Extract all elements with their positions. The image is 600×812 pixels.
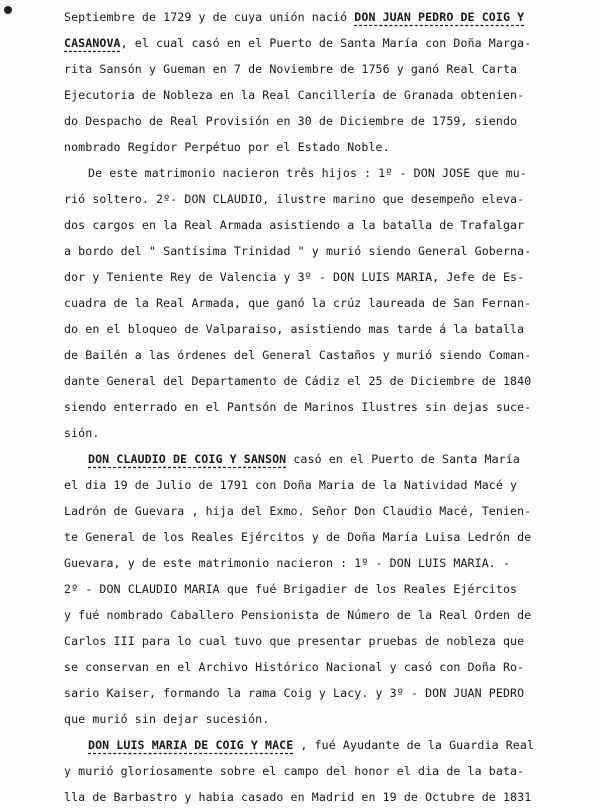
line-text: rita Sansón y Gueman en 7 de Noviembre de 1756 y ganó Real Carta bbox=[64, 62, 518, 76]
line-text: el dia 19 de Julio de 1791 con Doña Maria de la Natividad Macé y bbox=[64, 478, 518, 492]
line-text: cuadra de la Real Armada, que ganó la crúz laureada de San Fernan- bbox=[64, 296, 532, 310]
text-line bbox=[64, 136, 588, 158]
line-text: Septiembre de 1729 y de cuya unión nació bbox=[64, 10, 355, 24]
text-line bbox=[64, 682, 588, 704]
line-text: sario Kaiser, formando la rama Coig y Lacy. y 3º - DON JUAN PEDRO bbox=[64, 686, 525, 700]
line-text: 2º - DON CLAUDIO MARIA que fué Brigadier de los Reales Ejércitos bbox=[64, 582, 518, 596]
text-line bbox=[64, 110, 588, 132]
line-text: nombrado Regidor Perpétuo por el Estado Noble. bbox=[64, 140, 390, 154]
line-text: Ejecutoria de Nobleza en la Real Cancillería de Granada obtenien- bbox=[64, 88, 525, 102]
line-text: do en el bloqueo de Valparaiso, asistiendo mas tarde á la batalla bbox=[64, 322, 525, 336]
text-line bbox=[64, 292, 588, 314]
text-line bbox=[64, 630, 588, 652]
line-text: lla de Barbastro y habia casado en Madrid en 19 de Octubre de 1831 bbox=[64, 790, 532, 804]
line-text: casó en el Puerto de Santa María bbox=[286, 452, 520, 466]
text-line bbox=[64, 162, 588, 184]
typewritten-text bbox=[64, 6, 588, 812]
text-line bbox=[64, 214, 588, 236]
text-line bbox=[64, 58, 588, 80]
line-text: y murió gloriosamente sobre el campo del honor el dia de la bata- bbox=[64, 764, 525, 778]
margin-mark bbox=[4, 6, 12, 14]
text-line bbox=[64, 84, 588, 106]
line-text: dante General del Departamento de Cádiz el 25 de Diciembre de 1840 bbox=[64, 374, 532, 388]
text-line bbox=[64, 474, 588, 496]
text-line bbox=[64, 266, 588, 288]
text-line bbox=[64, 32, 588, 54]
text-line bbox=[64, 370, 588, 392]
line-text: De este matrimonio nacieron três hijos : 1º - DON JOSE que mu- bbox=[88, 166, 527, 180]
line-text: dos cargos en la Real Armada asistiendo a la batalla de Trafalgar bbox=[64, 218, 525, 232]
person-name: DON JUAN PEDRO DE COIG Y bbox=[354, 10, 525, 24]
line-text: sión. bbox=[64, 426, 100, 440]
line-text: Ladrón de Guevara , hija del Exmo. Señor Don Claudio Macé, Tenien- bbox=[64, 504, 532, 518]
text-line bbox=[64, 656, 588, 678]
line-text: rió soltero. 2º- DON CLAUDIO, ilustre marino que desempeño eleva- bbox=[64, 192, 525, 206]
text-line bbox=[64, 422, 588, 444]
text-line bbox=[64, 786, 588, 808]
line-text: se conservan en el Archivo Histórico Nacional y casó con Doña Ro- bbox=[64, 660, 525, 674]
text-line bbox=[64, 578, 588, 600]
line-text: , fué Ayudante de la Guardia Real bbox=[293, 738, 535, 752]
text-line bbox=[64, 708, 588, 730]
line-text: de Bailén a las órdenes del General Castaños y murió siendo Coman- bbox=[64, 348, 532, 362]
text-line bbox=[64, 188, 588, 210]
line-text: dor y Teniente Rey de Valencia y 3º - DON LUIS MARIA, Jefe de Es- bbox=[64, 270, 525, 284]
text-line bbox=[64, 552, 588, 574]
line-text: y fué nombrado Caballero Pensionista de Número de la Real Orden de bbox=[64, 608, 532, 622]
line-text: Carlos III para lo cual tuvo que presentar pruebas de nobleza que bbox=[64, 634, 525, 648]
person-name: DON CLAUDIO DE COIG Y SANSON bbox=[88, 452, 287, 466]
text-line bbox=[64, 734, 588, 756]
person-name: DON LUIS MARIA DE COIG Y MACE bbox=[88, 738, 294, 752]
text-line bbox=[64, 318, 588, 340]
line-text: a bordo del " Santísima Trinidad " y murió siendo General Goberna- bbox=[64, 244, 532, 258]
line-text: que murió sin dejar sucesión. bbox=[64, 712, 270, 726]
line-text: te General de los Reales Ejércitos y de Doña María Luisa Ledrón de bbox=[64, 530, 532, 544]
text-line bbox=[64, 500, 588, 522]
line-text: , el cual casó en el Puerto de Santa María con Doña Marga- bbox=[120, 36, 532, 50]
text-line bbox=[64, 448, 588, 470]
person-name: CASANOVA bbox=[64, 36, 121, 50]
line-text: siendo enterrado en el Pantsón de Marinos Ilustres sin dejas suce- bbox=[64, 400, 532, 414]
line-text: do Despacho de Real Provisión en 30 de Diciembre de 1759, siendo bbox=[64, 114, 518, 128]
text-line bbox=[64, 344, 588, 366]
text-line bbox=[64, 6, 588, 28]
line-text: Guevara, y de este matrimonio nacieron : 1º - DON LUIS MARIA. - bbox=[64, 556, 511, 570]
text-line bbox=[64, 760, 588, 782]
text-line bbox=[64, 240, 588, 262]
text-line bbox=[64, 396, 588, 418]
text-line bbox=[64, 604, 588, 626]
text-line bbox=[64, 526, 588, 548]
